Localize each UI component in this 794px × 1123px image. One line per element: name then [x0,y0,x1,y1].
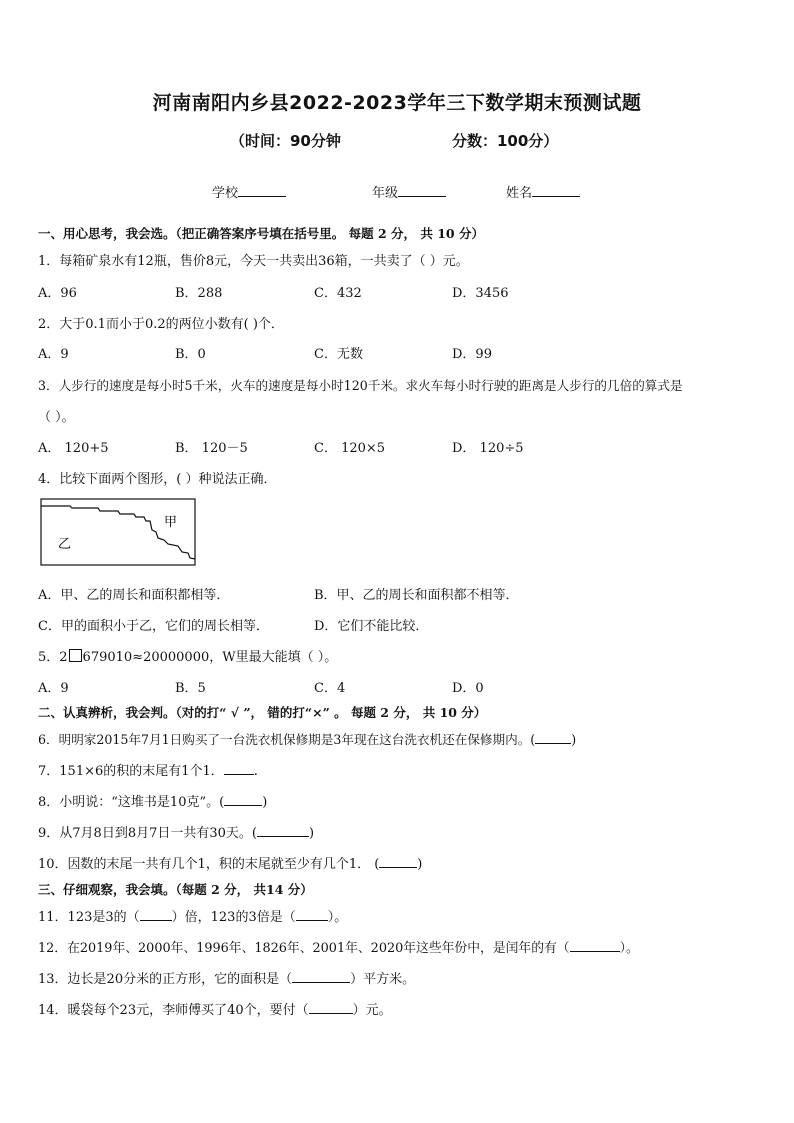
figure-outline [41,499,195,565]
q1-option-c[interactable]: C．432 [314,286,362,301]
q1-option-a[interactable]: A．96 [38,286,77,301]
question-13: 13．边长是20分米的正方形，它的面积是（ ）平方米。 [38,972,416,987]
label-yi: 乙 [58,537,72,552]
question-1: 1．每箱矿泉水有12瓶，售价8元，今天一共卖出36箱，一共卖了（ ）元。 [38,254,469,269]
q5-option-a[interactable]: A．9 [38,681,69,696]
q9-blank[interactable] [257,824,309,837]
q11-blank-1[interactable] [140,908,172,921]
q3-option-d[interactable]: D． 120÷5 [452,441,524,456]
q3-option-a[interactable]: A． 120+5 [38,441,109,456]
q5-option-b[interactable]: B．5 [175,681,206,696]
question-11: 11．123是3的（ ）倍，123的3倍是（ ）。 [38,910,348,925]
question-5: 5．2 679010≈20000000，W里最大能填（ ）。 [38,650,338,665]
name-field[interactable]: 姓名 [506,182,580,201]
question-14: 14．暖袋每个23元，李师傅买了40个，要付（ ）元。 [38,1003,392,1018]
q6-blank[interactable] [535,731,571,744]
q2-option-b[interactable]: B．0 [175,347,206,362]
q8-blank[interactable] [224,793,262,806]
q4-option-c[interactable]: C．甲的面积小于乙，它们的周长相等． [38,619,269,634]
q12-blank[interactable] [570,939,620,952]
question-12: 12．在2019年、2000年、1996年、1826年、2001年、2020年这些年份中，是闰年的有（ ）。 [38,941,639,956]
q5-option-c[interactable]: C．4 [314,681,346,696]
school-field[interactable]: 学校 [212,182,286,201]
q3-option-b[interactable]: B． 120－5 [175,441,248,456]
q2-option-a[interactable]: A．9 [38,347,69,362]
q14-blank[interactable] [309,1001,353,1014]
q4-option-a[interactable]: A．甲、乙的周长和面积都相等． [38,588,230,603]
q13-blank[interactable] [292,970,350,983]
q1-option-b[interactable]: B．288 [175,286,223,301]
question-4: 4．比较下面两个图形，( ）种说法正确． [38,472,277,487]
q3-option-c[interactable]: C． 120×5 [314,441,386,456]
q4-option-d[interactable]: D．它们不能比较． [314,619,429,634]
question-10: 10．因数的末尾一共有几个1，积的末尾就至少有几个1． ( ) [38,857,423,872]
question-9: 9．从7月8日到8月7日一共有30天。( ) [38,826,315,841]
question-2: 2．大于0.1而小于0.2的两位小数有( )个． [38,317,284,332]
question-6: 6．明明家2015年7月1日购买了一台洗衣机保修期是3年现在这台洗衣机还在保修期内。( ) [38,732,577,747]
section-2-heading: 二、认真辨析，我会判。（对的打“ √ ”， 错的打“×” 。 每题 2 分， 共 10 分） [38,705,487,720]
q1-option-d[interactable]: D．3456 [452,286,509,301]
q11-blank-2[interactable] [296,908,328,921]
exam-score: 分数：100分） [452,132,559,150]
question-3-paren: （ ）。 [38,410,75,425]
section-3-heading: 三、仔细观察，我会填。（每题 2 分， 共14 分） [38,882,313,897]
page-title: 河南南阳内乡县2022-2023学年三下数学期末预测试题 [152,92,642,114]
q5-option-d[interactable]: D．0 [452,681,484,696]
q4-option-b[interactable]: B．甲、乙的周长和面积都不相等． [314,588,519,603]
q2-option-c[interactable]: C．无数 [314,347,363,362]
q10-blank[interactable] [379,855,417,868]
question-8: 8．小明说：“这堆书是10克”。( ) [38,795,268,810]
label-jia: 甲 [164,515,178,530]
section-1-heading: 一、用心思考，我会选。（把正确答案序号填在括号里。 每题 2 分， 共 10 分） [38,226,484,241]
question-7: 7．151×6的积的末尾有1个1． . [38,764,258,779]
q2-option-d[interactable]: D．99 [452,347,492,362]
exam-time: （时间：90分钟 [230,132,341,150]
q7-blank[interactable] [224,762,254,775]
shape-figure [40,498,196,566]
question-3: 3．人步行的速度是每小时5千米，火车的速度是每小时120千米。求火车每小时行驶的距离是人步行的几倍的算式是 [38,378,683,393]
grade-field[interactable]: 年级 [372,182,446,201]
digit-box[interactable] [69,649,82,662]
